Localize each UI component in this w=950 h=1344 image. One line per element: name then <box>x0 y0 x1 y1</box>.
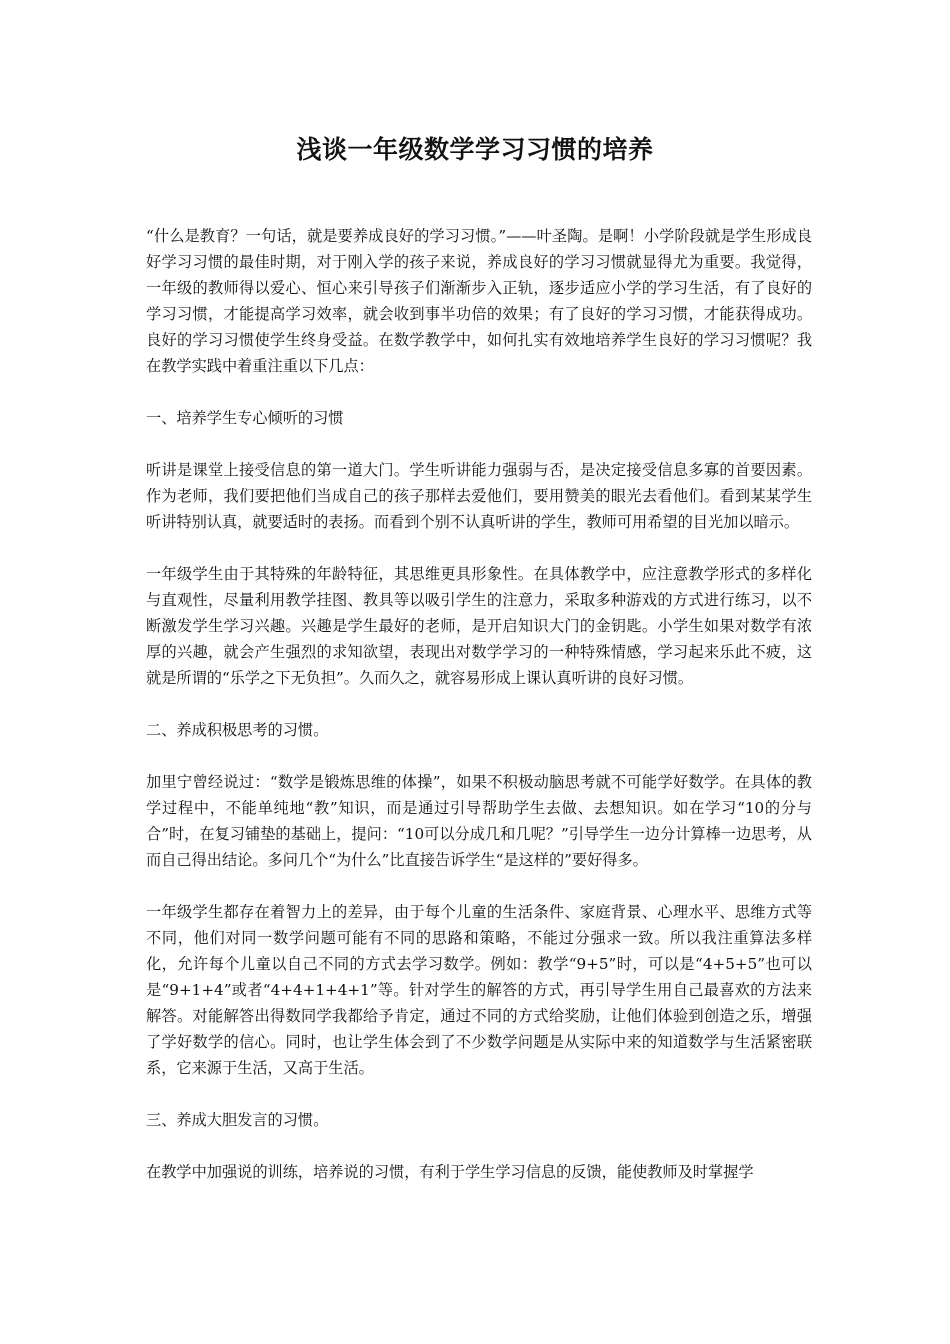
section-heading-3: 三、养成大胆发言的习惯。 <box>146 1111 329 1129</box>
section-3-paragraph-1: 在教学中加强说的训练，培养说的习惯，有利于学生学习信息的反馈，能使教师及时掌握学 <box>146 1163 754 1181</box>
section-heading-1: 一、培养学生专心倾听的习惯 <box>146 409 344 427</box>
document-body <box>146 223 812 1211</box>
section-2-paragraph-1: 加里宁曾经说过：“数学是锻炼思维的体操”，如果不积极动脑思考就不可能学好数学。在具体的教学过程中，不能单纯地“教”知识，而是通过引导帮助学生去做、去想知识。如在学习“10的分与合”时，在复习铺垫的基础上，提问：“10可以分成几和几呢？”引导学生一边分计算棒一边思考，从而自己得出结论。多问几个“为什么”比直接告诉学生“是这样的”要好得多。 <box>146 773 812 869</box>
section-1-paragraph-2: 一年级学生由于其特殊的年龄特征，其思维更具形象性。在具体教学中，应注意教学形式的多样化与直观性，尽量利用教学挂图、教具等以吸引学生的注意力，采取多种游戏的方式进行练习，以不断激发学生学习兴趣。兴趣是学生最好的老师，是开启知识大门的金钥匙。小学生如果对数学有浓厚的兴趣，就会产生强烈的求知欲望，表现出对数学学习的一种特殊情感，学习起来乐此不疲，这就是所谓的“乐学之下无负担”。久而久之，就容易形成上课认真听讲的良好习惯。 <box>146 565 812 687</box>
intro-paragraph: “什么是教育？一句话，就是要养成良好的学习习惯。”——叶圣陶。是啊！小学阶段就是学生形成良好学习习惯的最佳时期，对于刚入学的孩子来说，养成良好的学习习惯就显得尤为重要。我觉得，一年级的教师得以爱心、恒心来引导孩子们渐渐步入正轨，逐步适应小学的学习生活，有了良好的学习习惯，才能提高学习效率，就会收到事半功倍的效果；有了良好的学习习惯，才能获得成功。良好的学习习惯使学生终身受益。在数学教学中，如何扎实有效地培养学生良好的学习习惯呢？我在教学实践中着重注重以下几点： <box>146 227 812 375</box>
section-2-paragraph-2: 一年级学生都存在着智力上的差异，由于每个儿童的生活条件、家庭背景、心理水平、思维方式等不同，他们对同一数学问题可能有不同的思路和策略，不能过分强求一致。所以我注重算法多样化，允许每个儿童以自己不同的方式去学习数学。例如：教学“9+5”时，可以是“4+5+5”也可以是“9+1+4”或者“4+4+1+4+1”等。针对学生的解答的方式，再引导学生用自己最喜欢的方法来解答。对能解答出得数同学我都给予肯定，通过不同的方式给奖励，让他们体验到创造之乐，增强了学好数学的信心。同时，也让学生体会到了不少数学问题是从实际中来的知道数学与生活紧密联系，它来源于生活，又高于生活。 <box>146 903 812 1077</box>
document-title: 浅谈一年级数学学习习惯的培养 <box>296 135 654 164</box>
section-heading-2: 二、养成积极思考的习惯。 <box>146 721 329 739</box>
section-1-paragraph-1: 听讲是课堂上接受信息的第一道大门。学生听讲能力强弱与否，是决定接受信息多寡的首要因素。作为老师，我们要把他们当成自己的孩子那样去爱他们，要用赞美的眼光去看他们。看到某某学生听讲特别认真，就要适时的表扬。而看到个别不认真听讲的学生，教师可用希望的目光加以暗示。 <box>146 461 812 531</box>
